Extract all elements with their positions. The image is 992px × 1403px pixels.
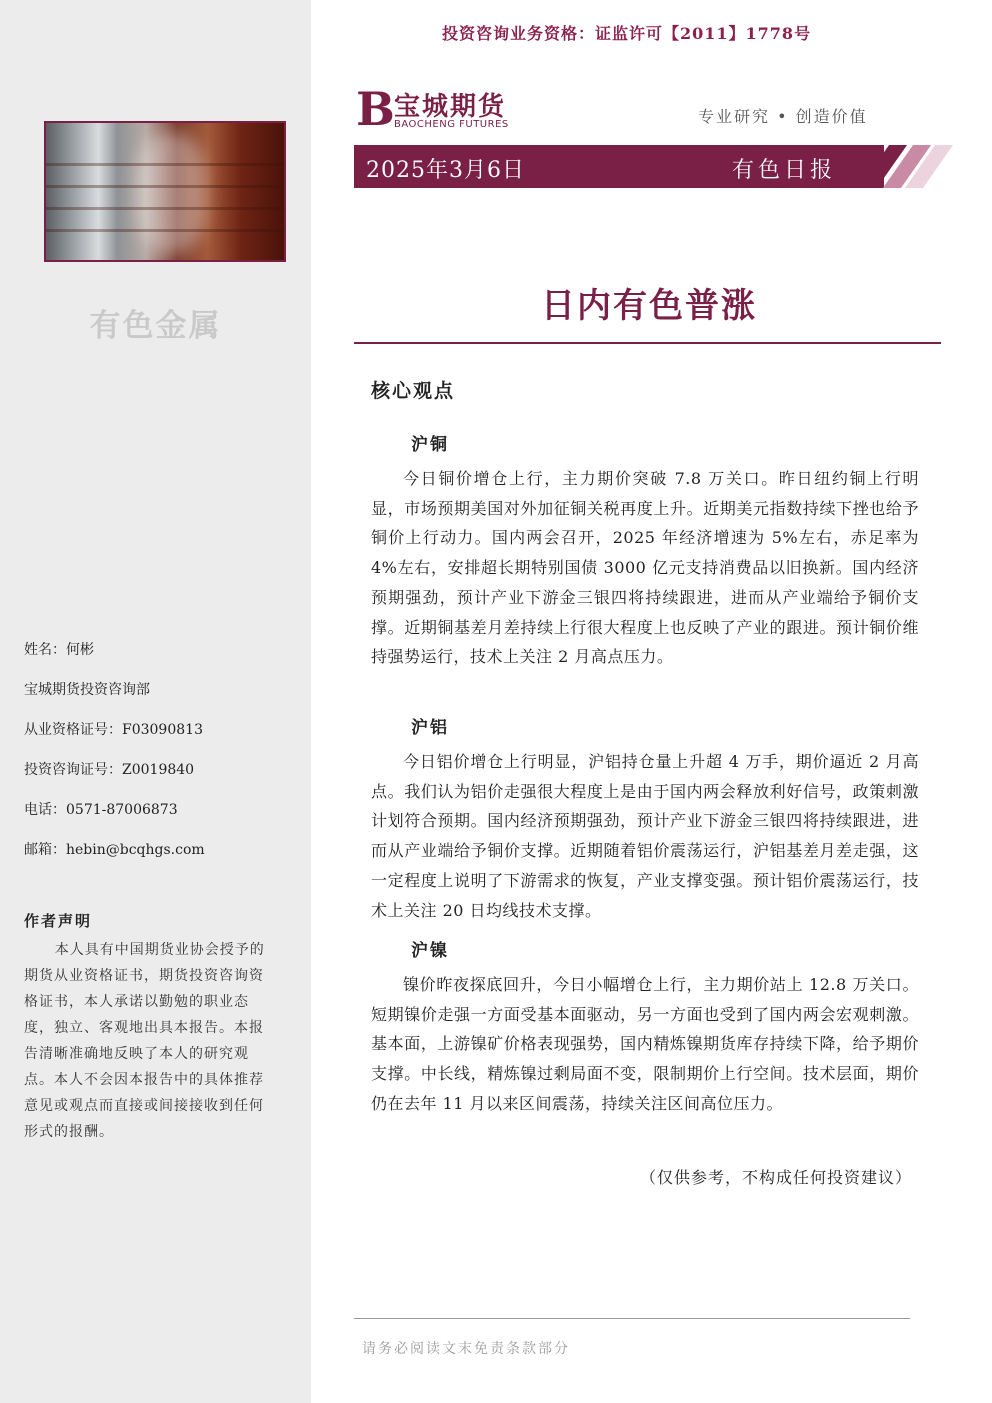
section-text-copper: 今日铜价增仓上行，主力期价突破 7.8 万关口。昨日纽约铜上行明显，市场预期美国对外加征铜关税再度上升。近期美元指数持续下挫也给予铜价上行动力。国内两会召开，2025 年经济增速为 5%左右，赤足率为 4%左右，安排超长期特别国债 3000 亿元支持消费品以旧换新。国内经济预期强劲，预计产业下游金三银四将持续跟进，进而从产业端给予铜价支撑。近期铜基差月差持续上行很大程度上也反映了产业的跟进。预计铜价维持强势运行，技术上关注 2 月高点压力。 — [371, 469, 919, 667]
logo-mark-icon: B — [356, 82, 395, 136]
phone: 电话：0571-87006873 — [24, 802, 178, 818]
footer-text: 请务必阅读文末免责条款部分 — [362, 1341, 570, 1357]
company-logo — [356, 82, 526, 136]
cover-image — [44, 121, 286, 262]
footer-divider — [354, 1318, 910, 1319]
section-title-nickel: 沪镍 — [411, 941, 449, 961]
logo-cn: 宝城期货 — [394, 92, 507, 122]
sector-title: 有色金属 — [89, 308, 222, 344]
core-view-heading: 核心观点 — [371, 380, 456, 402]
report-date: 2025年3月6日 — [366, 158, 525, 183]
date-banner — [354, 145, 884, 188]
section-text-nickel: 镍价昨夜探底回升，今日小幅增仓上行，主力期价站上 12.8 万关口。短期镍价走强一方面受基本面驱动，另一方面也受到了国内两会宏观刺激。基本面，上游镍矿价格表现强势，国内精炼镍期货库存持续下降，给予期价支撑。中长线，精炼镍过剩局面不变，限制期价上行空间。技术层面，期价仍在去年 11 月以来区间震荡，持续关注区间高位压力。 — [371, 975, 919, 1113]
page-title: 日内有色普涨 — [541, 286, 757, 326]
section-text-aluminum: 今日铝价增仓上行明显，沪铝持仓量上升超 4 万手，期价逼近 2 月高点。我们认为铝价走强很大程度上是由于国内两会释放利好信号，政策刺激计划符合预期。国内经济预期强劲，预计产业下游金三银四将持续跟进，进而从产业端给予铜价支撑。近期随着铝价震荡运行，沪铝基差月差走强，这一定程度上说明了下游需求的恢复，产业支撑变强。预计铝价震荡运行，技术上关注 20 日均线技术支撑。 — [371, 752, 919, 920]
report-type: 有色日报 — [732, 158, 837, 183]
author-name: 姓名：何彬 — [24, 642, 94, 658]
author-info — [24, 630, 205, 870]
declaration-text: 本人具有中国期货业协会授予的期货从业资格证书，期货投资咨询资格证书，本人承诺以勤勉的职业态度，独立、客观地出具本报告。本报告清晰准确地反映了本人的研究观点。本人不会因本报告中的具体推荐意见或观点而直接或间接接收到任何形式的报酬。 — [24, 942, 265, 1140]
email: 邮箱：hebin@bcqhgs.com — [24, 842, 205, 858]
declaration-title: 作者声明 — [24, 912, 93, 930]
qualification-cert: 从业资格证号：F03090813 — [24, 722, 203, 738]
slogan: 专业研究 • 创造价值 — [698, 107, 868, 126]
title-divider — [354, 342, 941, 344]
section-title-aluminum: 沪铝 — [411, 718, 449, 738]
consulting-cert: 投资咨询证号：Z0019840 — [24, 762, 195, 778]
section-title-copper: 沪铜 — [411, 435, 449, 455]
logo-en: BAOCHENG FUTURES — [394, 119, 509, 130]
author-dept: 宝城期货投资咨询部 — [24, 682, 150, 698]
sidebar — [0, 0, 311, 1403]
license-line: 投资咨询业务资格：证监许可【2011】1778号 — [442, 24, 812, 43]
disclaimer-note: （仅供参考，不构成任何投资建议） — [640, 1168, 913, 1187]
